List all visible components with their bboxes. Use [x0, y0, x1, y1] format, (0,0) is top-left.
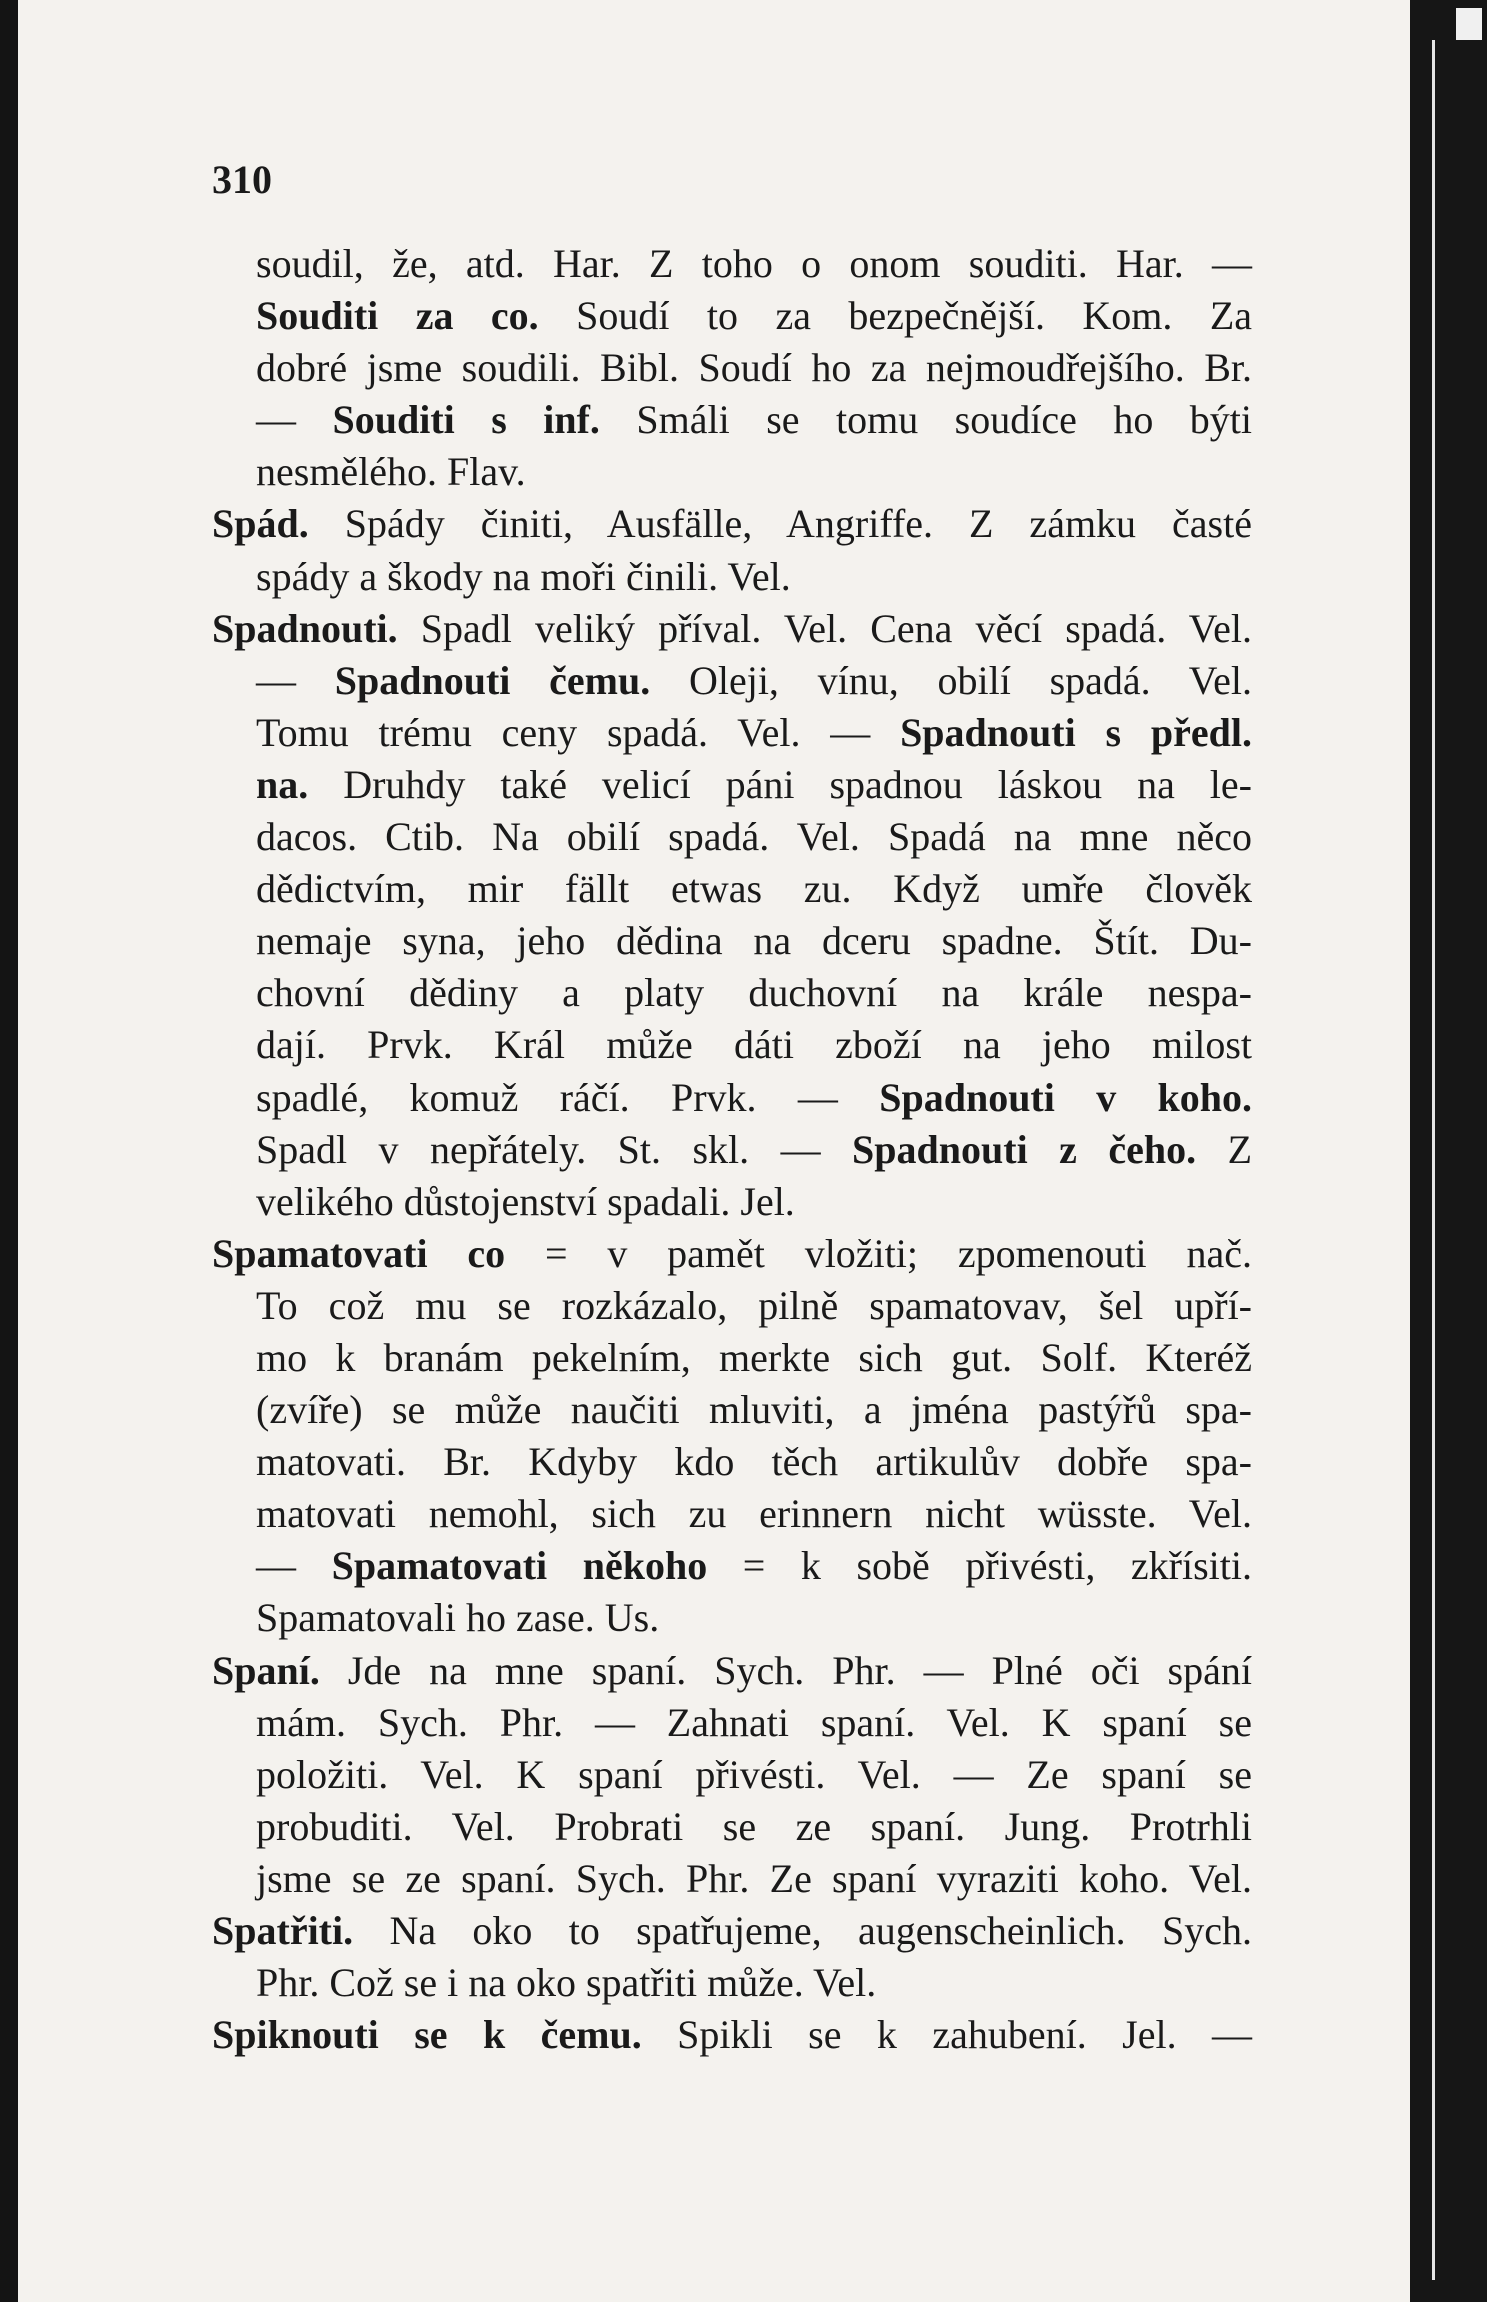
scan-corner-mark	[1456, 8, 1482, 40]
definition-text: = k sobě přivésti, zkřísiti.	[707, 1543, 1253, 1589]
headword: Spatřiti.	[212, 1908, 354, 1953]
definition-text: spadlé, komuž ráčí. Prvk. —	[256, 1074, 880, 1120]
headword: Spadnouti s předl.	[900, 709, 1253, 755]
headword: Spiknouti se k čemu.	[212, 2012, 642, 2058]
text-line	[256, 967, 1252, 1019]
definition-text: mám. Sych. Phr. — Zahnati spaní. Vel. K spaní se	[256, 1699, 1252, 1745]
definition-text: Spikli se k zahubení. Jel. —	[641, 2012, 1253, 2058]
text-line	[256, 290, 1252, 342]
definition-text: spády a škody na moři činili. Vel.	[256, 553, 791, 599]
text-line	[256, 342, 1252, 394]
text-line	[256, 759, 1252, 811]
definition-text: dědictvím, mir fällt etwas zu. Když umře člověk	[256, 866, 1252, 912]
text-line	[256, 1957, 1252, 2009]
text-line	[256, 863, 1252, 915]
definition-text: dobré jsme soudili. Bibl. Soudí ho za nejmoudřejšího. Br.	[256, 345, 1252, 391]
definition-text: dají. Prvk. Král může dáti zboží na jeho milost	[256, 1022, 1252, 1068]
definition-text: —	[256, 397, 333, 443]
text-line	[256, 915, 1252, 967]
headword: Spaní.	[212, 1647, 320, 1693]
entry-line	[212, 1905, 1252, 1957]
definition-text: —	[256, 657, 335, 703]
headword: Souditi s inf.	[332, 397, 600, 443]
definition-text: Spamatovali ho zase. Us.	[256, 1595, 660, 1641]
definition-text: dacos. Ctib. Na obilí spadá. Vel. Spadá na mne něco	[256, 814, 1252, 860]
definition-text: velikého důstojenství spadali. Jel.	[256, 1178, 795, 1224]
text-line	[256, 1384, 1252, 1436]
text-line	[256, 551, 1252, 603]
page-number: 310	[212, 157, 272, 202]
definition-text: Oleji, vínu, obilí spadá. Vel.	[650, 657, 1252, 703]
headword: Spád.	[212, 501, 309, 547]
text-line	[256, 1332, 1252, 1384]
text-line	[256, 1176, 1252, 1228]
headword: Souditi za co.	[256, 293, 539, 339]
text-line	[256, 1592, 1252, 1644]
definition-text: chovní dědiny a platy duchovní na krále nespa-	[256, 970, 1252, 1016]
entry-line	[212, 1645, 1252, 1697]
text-line	[256, 446, 1252, 498]
text-line	[256, 1540, 1252, 1592]
text-line	[256, 238, 1252, 290]
headword: Spadnouti.	[212, 605, 398, 651]
definition-text: —	[256, 1543, 332, 1589]
text-line	[256, 1280, 1252, 1332]
entry-line	[212, 603, 1252, 655]
definition-text: probuditi. Vel. Probrati se ze spaní. Jung. Protrhli	[256, 1803, 1252, 1849]
definition-text: = v pamět vložiti; zpomenouti nač.	[505, 1230, 1252, 1276]
definition-text: Soudí to za bezpečnější. Kom. Za	[538, 293, 1253, 339]
text-line	[256, 1072, 1252, 1124]
text-line	[256, 1124, 1252, 1176]
definition-text: Tomu trému ceny spadá. Vel. —	[256, 709, 901, 755]
page-edge-line	[1432, 40, 1435, 2280]
definition-text: nemaje syna, jeho dědina na dceru spadne. Štít. Du-	[256, 918, 1252, 964]
definition-text: Z	[1196, 1126, 1253, 1172]
headword: na.	[256, 761, 309, 807]
definition-text: mo k branám pekelním, merkte sich gut. Solf. Kteréž	[256, 1334, 1252, 1380]
text-line	[256, 1019, 1252, 1071]
text-line	[256, 707, 1252, 759]
definition-text: Phr. Což se i na oko spatřiti může. Vel.	[256, 1960, 877, 2006]
definition-text: matovati. Br. Kdyby kdo těch artikulův dobře spa-	[256, 1439, 1252, 1485]
text-line	[256, 1853, 1252, 1905]
definition-text: Spády činiti, Ausfälle, Angriffe. Z zámku časté	[308, 501, 1252, 547]
text-line	[256, 1749, 1252, 1801]
headword: Spadnouti čemu.	[334, 657, 651, 703]
headword: Spamatovati co	[212, 1230, 506, 1276]
text-line	[256, 655, 1252, 707]
definition-text: Druhdy také velicí páni spadnou láskou na le-	[308, 761, 1252, 807]
definition-text: (zvíře) se může naučiti mluviti, a jména pastýřů spa-	[256, 1387, 1252, 1433]
definition-text: Jde na mne spaní. Sych. Phr. — Plné oči spání	[319, 1647, 1252, 1693]
headword: Spadnouti z čeho.	[852, 1126, 1197, 1172]
definition-text: soudil, že, atd. Har. Z toho o onom souditi. Har. —	[256, 241, 1252, 286]
definition-text: To což mu se rozkázalo, pilně spamatovav, šel upří-	[256, 1282, 1252, 1328]
text-line	[256, 1697, 1252, 1749]
text-line	[256, 1801, 1252, 1853]
entry-line	[212, 2009, 1252, 2061]
definition-text: Spadl v nepřátely. St. skl. —	[256, 1126, 853, 1172]
definition-text: Smáli se tomu soudíce ho býti	[599, 397, 1253, 443]
headword: Spadnouti v koho.	[879, 1074, 1253, 1120]
text-line	[256, 1488, 1252, 1540]
entry-line	[212, 498, 1252, 550]
definition-text: Na oko to spatřujeme, augenscheinlich. Sych.	[353, 1908, 1252, 1953]
definition-text: jsme se ze spaní. Sych. Phr. Ze spaní vyraziti koho. Vel.	[256, 1855, 1252, 1901]
text-line	[256, 1436, 1252, 1488]
definition-text: položiti. Vel. K spaní přivésti. Vel. — Ze spaní se	[256, 1751, 1252, 1797]
definition-text: nesmělého. Flav.	[256, 449, 526, 495]
headword: Spamatovati někoho	[331, 1543, 708, 1589]
entry-line	[212, 1228, 1252, 1280]
text-line	[256, 394, 1252, 446]
definition-text: Spadl veliký příval. Vel. Cena věcí spadá. Vel.	[397, 605, 1252, 651]
scan-gutter	[1410, 0, 1487, 2302]
text-line	[256, 811, 1252, 863]
definition-text: matovati nemohl, sich zu erinnern nicht wüsste. Vel.	[256, 1491, 1252, 1537]
dictionary-text	[212, 238, 1252, 2061]
